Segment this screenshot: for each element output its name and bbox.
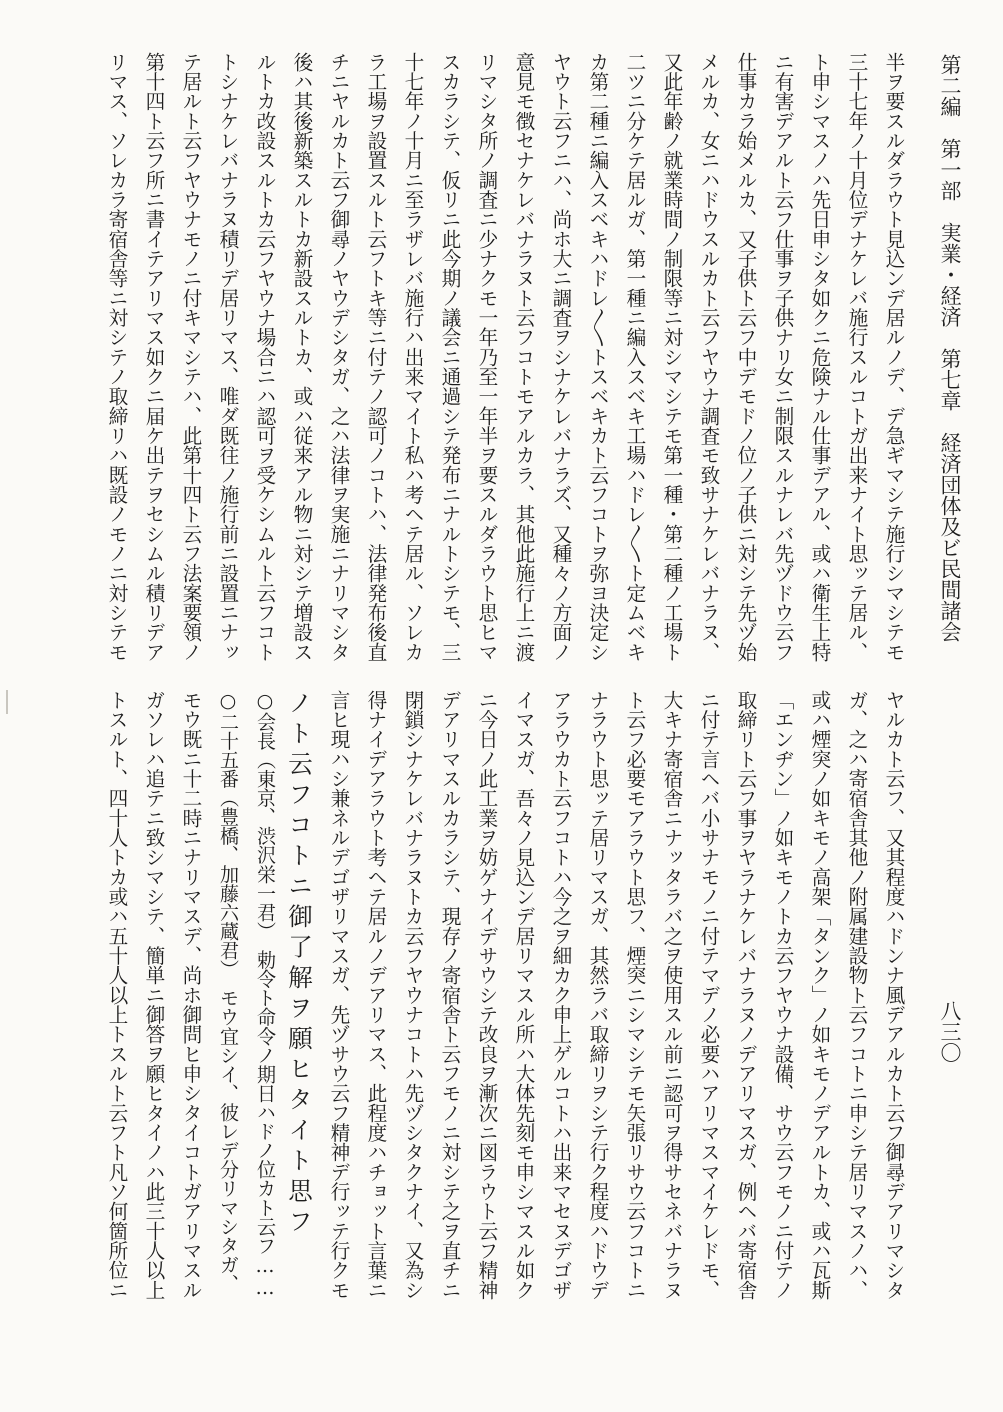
upper-text-line: 三十七年ノ十月位デナケレバ施行スルコトガ出来ナイト思ッテ居ル、 [845, 52, 868, 662]
lower-text-line: ノト云フコトニ御了解ヲ願ヒタイト思フ [285, 690, 314, 1239]
upper-text-line: トシナケレバナラヌ積リデ居リマス、唯ダ既往ノ施行前ニ設置ニナッ [216, 52, 239, 662]
lower-text-line: 或ハ煙突ノ如キモノ高架「タンク」ノ如キモノデアルトカ、或ハ瓦斯 [808, 690, 831, 1300]
upper-text-line: スカラシテ、仮リニ此今期ノ議会ニ通過シテ発布ニナルトシテモ、三 [438, 52, 461, 662]
lower-text-line: ニ今日ノ此工業ヲ妨ゲナイデサウシテ改良ヲ漸次ニ図ラウト云フ精神 [475, 690, 498, 1300]
lower-text-line: 閉鎖シナケレバナラヌトカ云フヤウナコトハ先ヅシタクナイ、又為シ [401, 690, 424, 1300]
lower-text-line: 得ナイデアラウト考ヘテ居ルノデアリマス、此程度ハチョット言葉ニ [364, 690, 387, 1300]
fold-mark [6, 690, 8, 714]
running-head: 第二編 第一部 実業・経済 第七章 経済団体及ビ民間諸会 [938, 54, 962, 642]
lower-text-line: モウ既ニ十二時ニナリマスデ、尚ホ御問ヒ申シタイコトガアリマスル [179, 690, 202, 1300]
upper-text-line: ニ有害デアルト云フ仕事ヲ子供ナリ女ニ制限スルナレバ先ヅドウ云フ [771, 52, 794, 662]
upper-text-line: リマス、ソレカラ寄宿舎等ニ対シテノ取締リハ既設ノモノニ対シテモ [105, 52, 128, 662]
lower-text-line: 言ヒ現ハシ兼ネルデゴザリマスガ、先ヅサウ云フ精神デ行ッテ行クモ [327, 690, 350, 1300]
lower-text-line: 大キナ寄宿舎ニナッタラバ之ヲ使用スル前ニ認可ヲ得サセネバナラヌ [660, 690, 683, 1300]
lower-text-line: イマスガ、吾々ノ見込ンデ居リマスル所ハ大体先刻モ申シマスル如ク [512, 690, 535, 1300]
upper-text-line: 又此年齢ノ就業時間ノ制限等ニ対シマシテモ第一種・第二種ノ工場ト [660, 52, 683, 662]
upper-text-line: リマシタ所ノ調査ニ少ナクモ一年乃至一年半ヲ要スルダラウト思ヒマ [475, 52, 498, 662]
upper-text-line: チニヤルカト云フ御尋ノヤウデシタガ、之ハ法律ヲ実施ニナリマシタ [327, 52, 350, 662]
page-number: 八三〇 [938, 1000, 962, 1063]
lower-text-line: 「エンヂン」ノ如キモノトカ云フヤウナ設備、サウ云フモノニ付テノ [771, 690, 794, 1300]
lower-text-line: アラウカト云フコトハ今之ヲ細カク申上ゲルコトハ出来マセヌデゴザ [549, 690, 572, 1300]
upper-text-line: 後ハ其後新築スルトカ新設スルトカ、或ハ従来アル物ニ対シテ増設ス [290, 52, 313, 662]
lower-text-line: ○会長（東京、渋沢栄一君） 勅令ト命令ノ期日ハドノ位カト云フ…… [254, 690, 276, 1300]
upper-text-line: ルトカ改設スルトカ云フヤウナ場合ニハ認可ヲ受ケシムルト云フコト [253, 52, 276, 662]
lower-text-line: ○二十五番（豊橋、加藤六蔵君） モウ宜シイ、彼レデ分リマシタガ、 [217, 690, 239, 1294]
upper-text-line: 第十四ト云フ所ニ書イテアリマス如クニ届ケ出テヲセシムル積リデア [142, 52, 165, 662]
upper-text-line: ト申シマスノハ先日申シタ如クニ危険ナル仕事デアル、或ハ衛生上特 [808, 52, 831, 662]
upper-text-line: ラ工場ヲ設置スルト云フトキ等ニ付テノ認可ノコトハ、法律発布後直 [364, 52, 387, 662]
lower-text-line: ニ付テ言ヘバ小サナモノニ付テマデノ必要ハアリマスマイケレドモ、 [697, 690, 720, 1300]
lower-text-line: 取締リト云フ事ヲヤラナケレバナラヌノデアリマスガ、例ヘバ寄宿舎 [734, 690, 757, 1300]
lower-text-line: ナラウト思ッテ居リマスガ、其然ラバ取締リヲシテ行ク程度ハドウデ [586, 690, 609, 1300]
upper-text-line: 仕事カラ始メルカ、又子供ト云フ中デモドノ位ノ子供ニ対シテ先ヅ始 [734, 52, 757, 662]
lower-text-line: ト云フ必要モアラウト思フ、煙突ニシマシテモ矢張リサウ云フコトニ [623, 690, 646, 1300]
lower-text-line: デアリマスルカラシテ、現存ノ寄宿舎ト云フモノニ対シテ之ヲ直チニ [438, 690, 461, 1300]
lower-text-line: トスルト、四十人トカ或ハ五十人以上トスルト云フト凡ソ何箇所位ニ [105, 690, 128, 1300]
lower-text-line: ヤルカト云フ、又其程度ハドンナ風デアルカト云フ御尋デアリマシタ [882, 690, 905, 1300]
lower-text-line: ガソレハ追テニ致シマシテ、簡単ニ御答ヲ願ヒタイノハ此三十人以上 [142, 690, 165, 1300]
lower-text-line: ガ、之ハ寄宿舎其他ノ附属建設物ト云フコトニ申シテ居リマスノハ、 [845, 690, 868, 1300]
upper-text-line: 十七年ノ十月ニ至ラザレバ施行ハ出来マイト私ハ考ヘテ居ル、ソレカ [401, 52, 424, 662]
upper-text-line: ヤウト云フニハ、尚ホ大ニ調査ヲシナケレバナラズ、又種々ノ方面ノ [549, 52, 572, 662]
upper-text-line: テ居ルト云フヤウナモノニ付キマシテハ、此第十四ト云フ法案要領ノ [179, 52, 202, 662]
upper-text-line: 半ヲ要スルダラウト見込ンデ居ルノデ、デ急ギマシテ施行シマシテモ [882, 52, 905, 662]
upper-text-line: 二ツニ分ケテ居ルガ、第一種ニ編入スベキ工場ハドレ〳〵ト定ムベキ [623, 52, 646, 662]
upper-text-line: 意見モ徴セナケレバナラヌト云フコトモアルカラ、其他此施行上ニ渡 [512, 52, 535, 662]
upper-text-line: メルカ、女ニハドウスルカト云フヤウナ調査モ致サナケレバナラヌ、 [697, 52, 720, 662]
upper-text-line: カ第二種ニ編入スベキハドレ〳〵トスベキカト云フコトヲ弥ヨ決定シ [586, 52, 609, 662]
